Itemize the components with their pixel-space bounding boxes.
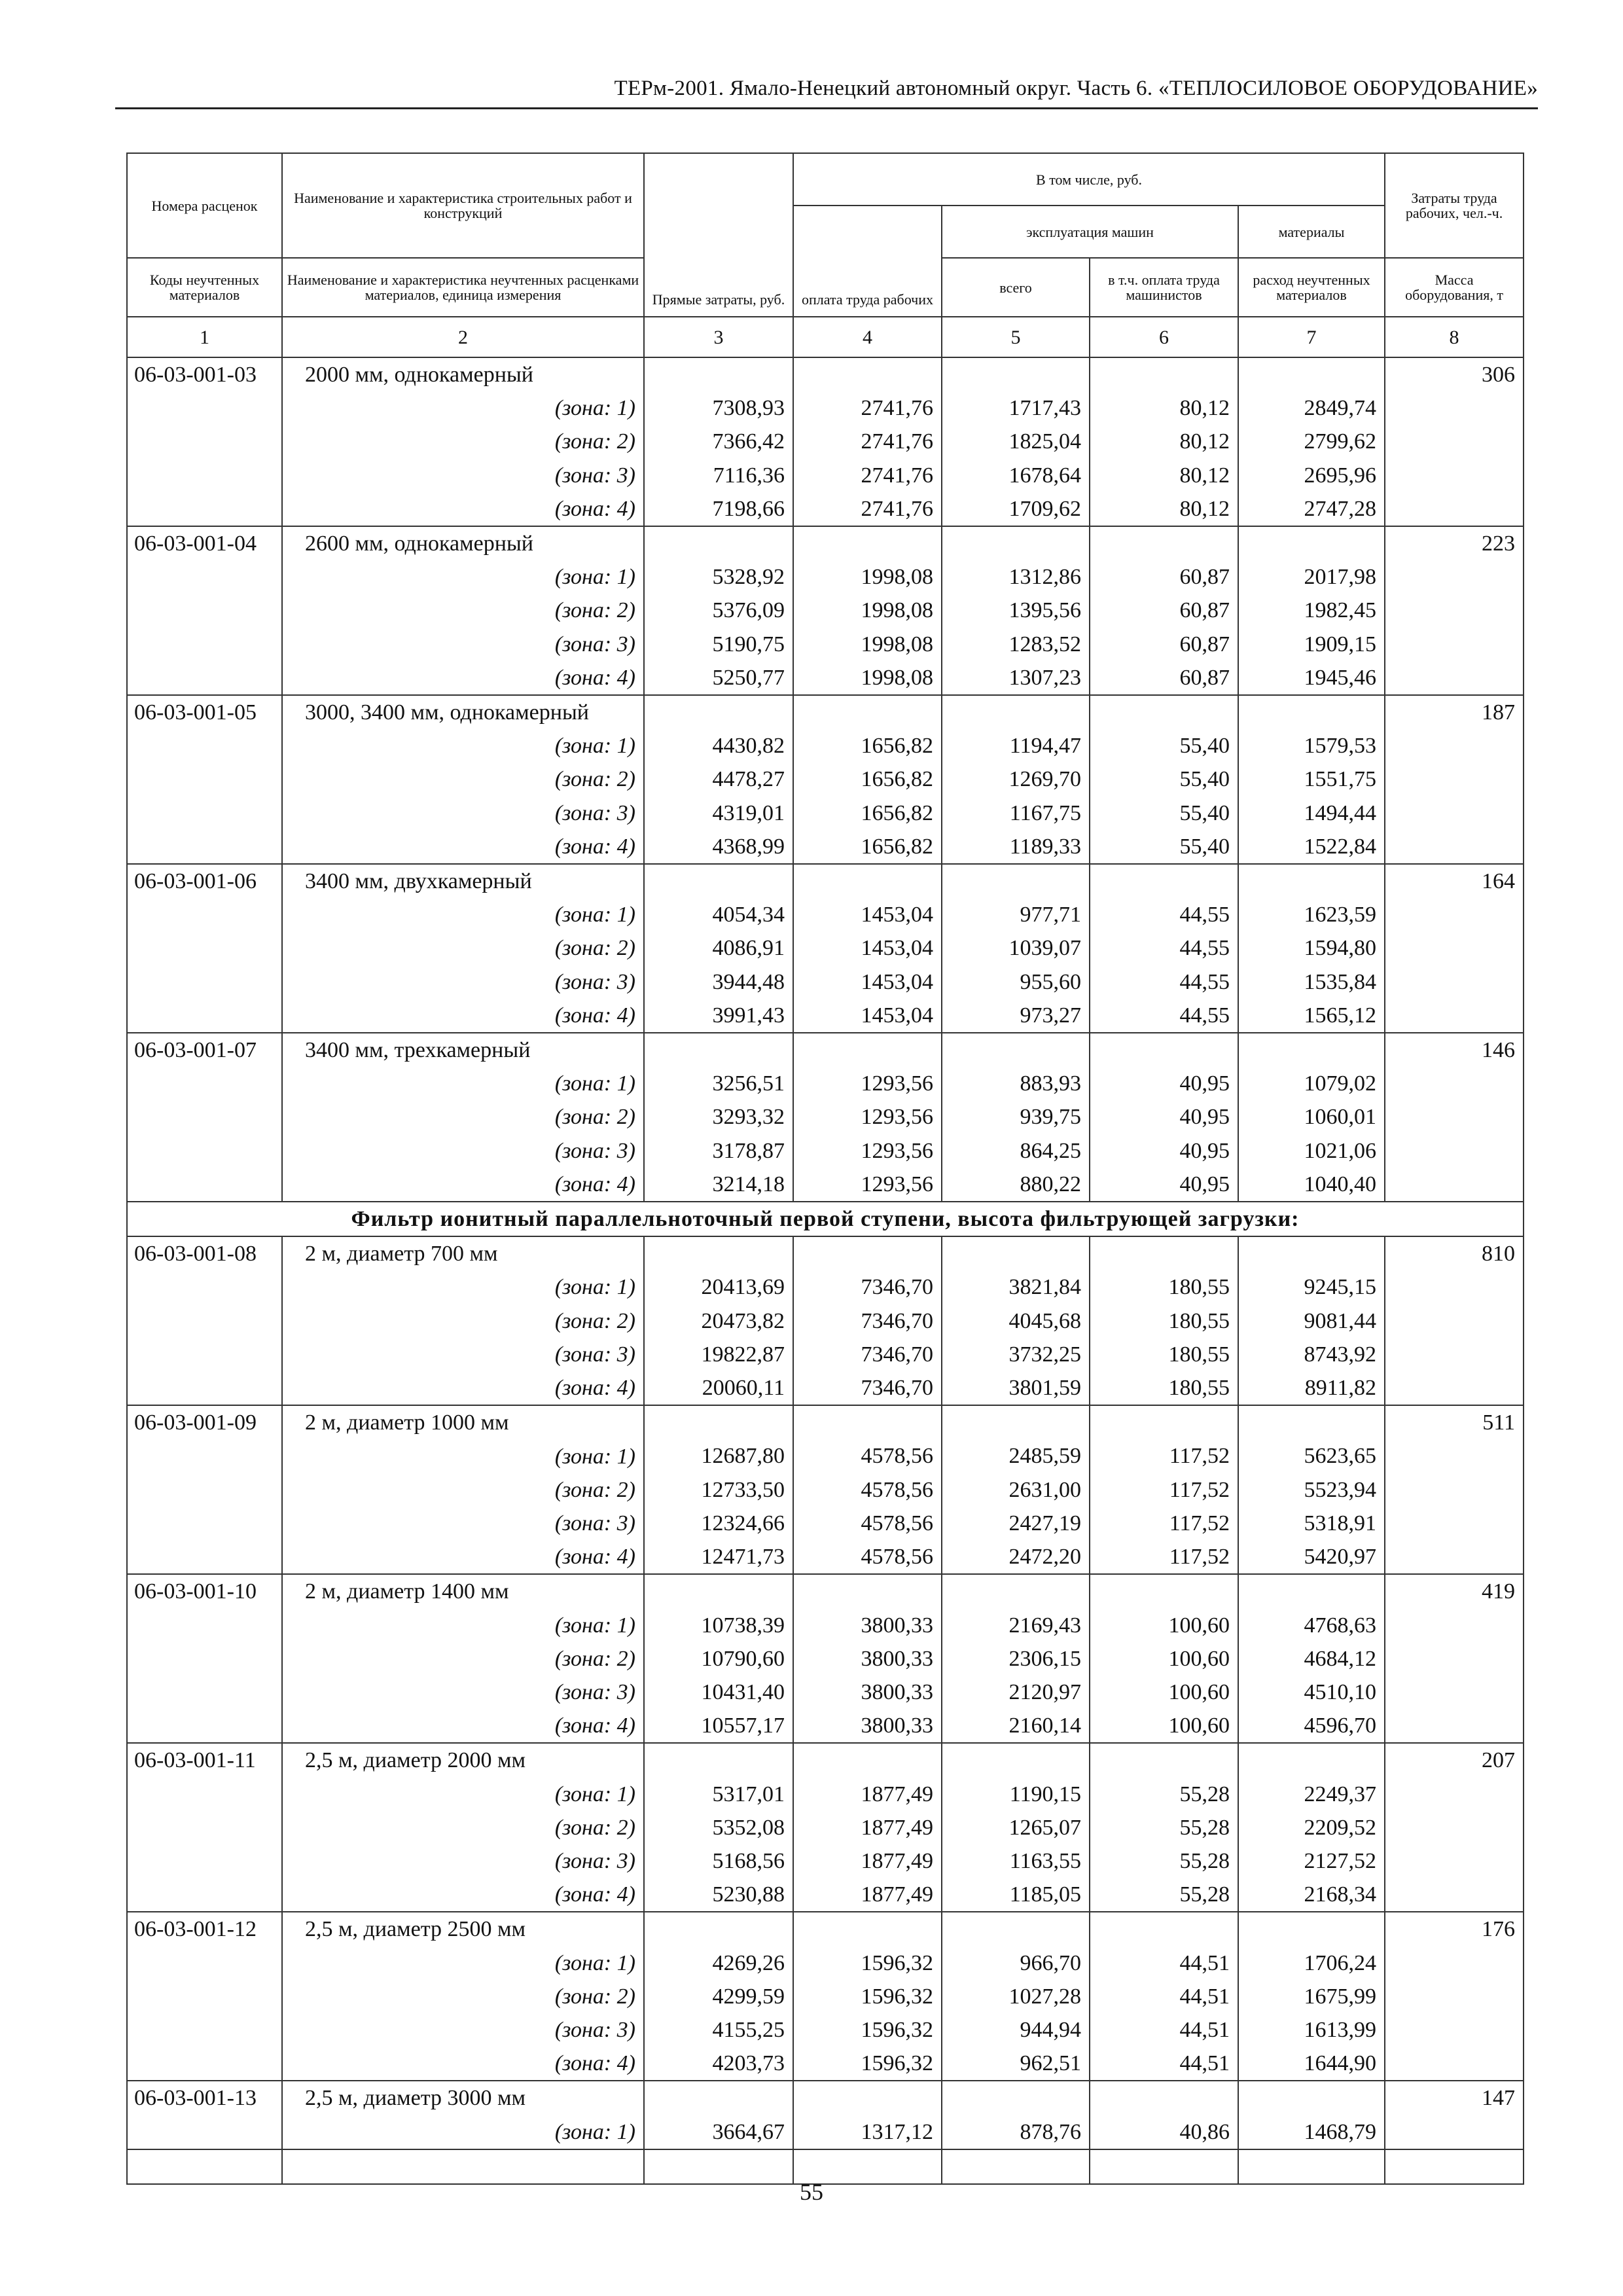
zone-label: (зона: 1) <box>554 2119 635 2144</box>
zone-label: (зона: 3) <box>554 1342 635 1367</box>
header-col8-top: Затраты труда рабочих, чел.-ч. <box>1385 153 1524 258</box>
table-row <box>127 1405 1524 1574</box>
column-number: 8 <box>1385 317 1524 357</box>
machines-total: 3821,84 4045,68 3732,25 3801,59 <box>942 1236 1090 1405</box>
machines-total: 966,70 1027,28 944,94 962,51 <box>942 1912 1090 2081</box>
workers-pay: 2741,76 2741,76 2741,76 2741,76 <box>793 357 942 526</box>
table-row <box>127 526 1524 695</box>
rate-code: 06-03-001-09 <box>127 1405 282 1574</box>
column-number: 1 <box>127 317 282 357</box>
zone-label: (зона: 2) <box>554 1984 635 2009</box>
rate-description <box>282 357 644 526</box>
machinists-pay: 40,95 40,95 40,95 40,95 <box>1090 1033 1238 1202</box>
rate-description <box>282 1405 644 1574</box>
rate-title: 3000, 3400 мм, однокамерный <box>305 700 589 725</box>
header-col1-bottom: Коды неучтенных материалов <box>127 258 282 317</box>
workers-pay: 1596,32 1596,32 1596,32 1596,32 <box>793 1912 942 2081</box>
machinists-pay: 55,28 55,28 55,28 55,28 <box>1090 1743 1238 1912</box>
zone-label: (зона: 4) <box>554 1882 635 1907</box>
table-row <box>127 695 1524 864</box>
machinists-pay: 55,40 55,40 55,40 55,40 <box>1090 695 1238 864</box>
zone-label: (зона: 3) <box>554 1511 635 1535</box>
rate-title: 2000 мм, однокамерный <box>305 363 533 387</box>
direct-costs: 4269,26 4299,59 4155,25 4203,73 <box>644 1912 793 2081</box>
materials: 1468,79 <box>1238 2081 1385 2149</box>
zone-label: (зона: 2) <box>554 598 635 623</box>
table-row <box>127 2081 1524 2149</box>
rate-code: 06-03-001-10 <box>127 1574 282 1743</box>
rate-title: 2,5 м, диаметр 2500 мм <box>305 1917 526 1942</box>
rate-description <box>282 1033 644 1202</box>
rate-description <box>282 695 644 864</box>
zone-label: (зона: 3) <box>554 1679 635 1704</box>
page-number: 55 <box>800 2179 823 2205</box>
header-col1-top: Номера расценок <box>127 153 282 258</box>
direct-costs: 4430,82 4478,27 4319,01 4368,99 <box>644 695 793 864</box>
zone-label: (зона: 4) <box>554 496 635 521</box>
zone-label: (зона: 3) <box>554 1848 635 1873</box>
labor-costs: 223 <box>1385 526 1524 695</box>
rate-code: 06-03-001-08 <box>127 1236 282 1405</box>
rate-code: 06-03-001-13 <box>127 2081 282 2149</box>
labor-costs: 810 <box>1385 1236 1524 1405</box>
rate-title: 3400 мм, двухкамерный <box>305 869 532 894</box>
direct-costs: 3256,51 3293,32 3178,87 3214,18 <box>644 1033 793 1202</box>
zone-label: (зона: 3) <box>554 800 635 825</box>
zone-label: (зона: 3) <box>554 2017 635 2042</box>
labor-costs: 207 <box>1385 1743 1524 1912</box>
direct-costs: 5317,01 5352,08 5168,56 5230,88 <box>644 1743 793 1912</box>
machines-total: 1194,47 1269,70 1167,75 1189,33 <box>942 695 1090 864</box>
direct-costs: 12687,80 12733,50 12324,66 12471,73 <box>644 1405 793 1574</box>
labor-costs: 176 <box>1385 1912 1524 2081</box>
labor-costs: 187 <box>1385 695 1524 864</box>
labor-costs: 306 <box>1385 357 1524 526</box>
rate-code: 06-03-001-04 <box>127 526 282 695</box>
zone-label: (зона: 1) <box>554 903 635 927</box>
zone-label: (зона: 1) <box>554 734 635 759</box>
section-title: Фильтр ионитный параллельноточный первой ступени, высота фильтрующей загрузки: <box>127 1202 1524 1236</box>
zone-label: (зона: 3) <box>554 463 635 488</box>
workers-pay: 1317,12 <box>793 2081 942 2149</box>
zone-label: (зона: 4) <box>554 2051 635 2076</box>
zone-label: (зона: 2) <box>554 429 635 454</box>
rate-description <box>282 526 644 695</box>
zone-label: (зона: 4) <box>554 834 635 859</box>
materials: 9245,15 9081,44 8743,92 8911,82 <box>1238 1236 1385 1405</box>
column-number: 2 <box>282 317 644 357</box>
rate-title: 2600 мм, однокамерный <box>305 531 533 556</box>
column-number: 7 <box>1238 317 1385 357</box>
machines-total: 878,76 <box>942 2081 1090 2149</box>
table-row <box>127 1912 1524 2081</box>
rate-description <box>282 1574 644 1743</box>
machinists-pay: 44,55 44,55 44,55 44,55 <box>1090 864 1238 1033</box>
rate-title: 2,5 м, диаметр 2000 мм <box>305 1748 526 1773</box>
header-col8-bottom: Масса оборудования, т <box>1385 258 1524 317</box>
machinists-pay: 80,12 80,12 80,12 80,12 <box>1090 357 1238 526</box>
machinists-pay: 60,87 60,87 60,87 60,87 <box>1090 526 1238 695</box>
direct-costs: 10738,39 10790,60 10431,40 10557,17 <box>644 1574 793 1743</box>
zone-label: (зона: 1) <box>554 396 635 421</box>
zone-label: (зона: 2) <box>554 1815 635 1840</box>
price-table <box>126 152 1524 2185</box>
zone-label: (зона: 1) <box>554 565 635 590</box>
machines-total: 977,71 1039,07 955,60 973,27 <box>942 864 1090 1033</box>
table-body <box>127 357 1524 2184</box>
header-col5: всего <box>942 258 1090 317</box>
section-row <box>127 1202 1524 1236</box>
table-header <box>127 153 1524 357</box>
zone-label: (зона: 1) <box>554 1950 635 1975</box>
machines-total: 883,93 939,75 864,25 880,22 <box>942 1033 1090 1202</box>
direct-costs: 4054,34 4086,91 3944,48 3991,43 <box>644 864 793 1033</box>
zone-label: (зона: 4) <box>554 665 635 690</box>
column-number: 5 <box>942 317 1090 357</box>
direct-costs: 5328,92 5376,09 5190,75 5250,77 <box>644 526 793 695</box>
header-including-group: В том числе, руб. <box>793 153 1385 206</box>
materials: 1579,53 1551,75 1494,44 1522,84 <box>1238 695 1385 864</box>
zone-label: (зона: 2) <box>554 1646 635 1671</box>
direct-costs: 3664,67 <box>644 2081 793 2149</box>
materials: 1623,59 1594,80 1535,84 1565,12 <box>1238 864 1385 1033</box>
header-col2-bottom: Наименование и характеристика неучтенных расценками материалов, единица измерения <box>282 258 644 317</box>
zone-label: (зона: 4) <box>554 1003 635 1028</box>
table-row <box>127 1033 1524 1202</box>
machinists-pay: 117,52 117,52 117,52 117,52 <box>1090 1405 1238 1574</box>
workers-pay: 1656,82 1656,82 1656,82 1656,82 <box>793 695 942 864</box>
workers-pay: 7346,70 7346,70 7346,70 7346,70 <box>793 1236 942 1405</box>
zone-label: (зона: 1) <box>554 1071 635 1096</box>
materials: 1706,24 1675,99 1613,99 1644,90 <box>1238 1912 1385 2081</box>
column-number: 6 <box>1090 317 1238 357</box>
column-number: 3 <box>644 317 793 357</box>
zone-label: (зона: 2) <box>554 767 635 792</box>
rate-description <box>282 1912 644 2081</box>
rate-title: 2,5 м, диаметр 3000 мм <box>305 2086 526 2111</box>
header-col3: Прямые затраты, руб. <box>644 153 793 317</box>
rate-code: 06-03-001-12 <box>127 1912 282 2081</box>
rate-title: 2 м, диаметр 1400 мм <box>305 1579 509 1604</box>
zone-label: (зона: 4) <box>554 1713 635 1738</box>
zone-label: (зона: 1) <box>554 1613 635 1638</box>
table-row <box>127 864 1524 1033</box>
table-row <box>127 1236 1524 1405</box>
machinists-pay: 44,51 44,51 44,51 44,51 <box>1090 1912 1238 2081</box>
header-col7-bottom: расход неучтенных материалов <box>1238 258 1385 317</box>
header-col7-top: материалы <box>1238 206 1385 258</box>
workers-pay: 3800,33 3800,33 3800,33 3800,33 <box>793 1574 942 1743</box>
rate-code: 06-03-001-07 <box>127 1033 282 1202</box>
table-row <box>127 357 1524 526</box>
zone-label: (зона: 1) <box>554 1782 635 1806</box>
zone-label: (зона: 1) <box>554 1275 635 1300</box>
zone-label: (зона: 3) <box>554 1138 635 1163</box>
zone-label: (зона: 3) <box>554 632 635 656</box>
header-col2-top: Наименование и характеристика строительных работ и конструкций <box>282 153 644 258</box>
materials: 2017,98 1982,45 1909,15 1945,46 <box>1238 526 1385 695</box>
column-number: 4 <box>793 317 942 357</box>
direct-costs: 20413,69 20473,82 19822,87 20060,11 <box>644 1236 793 1405</box>
materials: 5623,65 5523,94 5318,91 5420,97 <box>1238 1405 1385 1574</box>
zone-label: (зона: 4) <box>554 1376 635 1401</box>
rate-description <box>282 1743 644 1912</box>
header-title: ТЕРм-2001. Ямало-Ненецкий автономный округ. Часть 6. «ТЕПЛОСИЛОВОЕ ОБОРУДОВАНИЕ» <box>614 77 1538 100</box>
zone-label: (зона: 2) <box>554 1477 635 1502</box>
rate-title: 3400 мм, трехкамерный <box>305 1038 531 1063</box>
workers-pay: 1998,08 1998,08 1998,08 1998,08 <box>793 526 942 695</box>
machines-total: 1717,43 1825,04 1678,64 1709,62 <box>942 357 1090 526</box>
rate-description <box>282 2081 644 2149</box>
rate-code: 06-03-001-05 <box>127 695 282 864</box>
zone-label: (зона: 1) <box>554 1444 635 1469</box>
rate-description <box>282 864 644 1033</box>
machinists-pay: 180,55 180,55 180,55 180,55 <box>1090 1236 1238 1405</box>
machines-total: 2169,43 2306,15 2120,97 2160,14 <box>942 1574 1090 1743</box>
rate-title: 2 м, диаметр 700 мм <box>305 1242 498 1266</box>
materials: 2249,37 2209,52 2127,52 2168,34 <box>1238 1743 1385 1912</box>
machinists-pay: 40,86 <box>1090 2081 1238 2149</box>
zone-label: (зона: 4) <box>554 1172 635 1196</box>
header-col4: оплата труда рабочих <box>793 206 942 317</box>
direct-costs: 7308,93 7366,42 7116,36 7198,66 <box>644 357 793 526</box>
machines-total: 1312,86 1395,56 1283,52 1307,23 <box>942 526 1090 695</box>
rate-code: 06-03-001-11 <box>127 1743 282 1912</box>
machines-total: 2485,59 2631,00 2427,19 2472,20 <box>942 1405 1090 1574</box>
workers-pay: 1877,49 1877,49 1877,49 1877,49 <box>793 1743 942 1912</box>
materials: 1079,02 1060,01 1021,06 1040,40 <box>1238 1033 1385 1202</box>
zone-label: (зона: 2) <box>554 936 635 961</box>
table-row <box>127 1743 1524 1912</box>
workers-pay: 1293,56 1293,56 1293,56 1293,56 <box>793 1033 942 1202</box>
workers-pay: 1453,04 1453,04 1453,04 1453,04 <box>793 864 942 1033</box>
page-header <box>115 73 1538 109</box>
header-col6: в т.ч. оплата труда машинистов <box>1090 258 1238 317</box>
machinists-pay: 100,60 100,60 100,60 100,60 <box>1090 1574 1238 1743</box>
zone-label: (зона: 4) <box>554 1545 635 1570</box>
rate-code: 06-03-001-06 <box>127 864 282 1033</box>
labor-costs: 147 <box>1385 2081 1524 2149</box>
materials: 4768,63 4684,12 4510,10 4596,70 <box>1238 1574 1385 1743</box>
materials: 2849,74 2799,62 2695,96 2747,28 <box>1238 357 1385 526</box>
labor-costs: 164 <box>1385 864 1524 1033</box>
machines-total: 1190,15 1265,07 1163,55 1185,05 <box>942 1743 1090 1912</box>
rate-code: 06-03-001-03 <box>127 357 282 526</box>
rate-title: 2 м, диаметр 1000 мм <box>305 1410 509 1435</box>
zone-label: (зона: 2) <box>554 1308 635 1333</box>
labor-costs: 146 <box>1385 1033 1524 1202</box>
labor-costs: 511 <box>1385 1405 1524 1574</box>
zone-label: (зона: 2) <box>554 1105 635 1130</box>
table-row <box>127 1574 1524 1743</box>
workers-pay: 4578,56 4578,56 4578,56 4578,56 <box>793 1405 942 1574</box>
rate-description <box>282 1236 644 1405</box>
header-machines-group: эксплуатация машин <box>942 206 1238 258</box>
labor-costs: 419 <box>1385 1574 1524 1743</box>
zone-label: (зона: 3) <box>554 969 635 994</box>
